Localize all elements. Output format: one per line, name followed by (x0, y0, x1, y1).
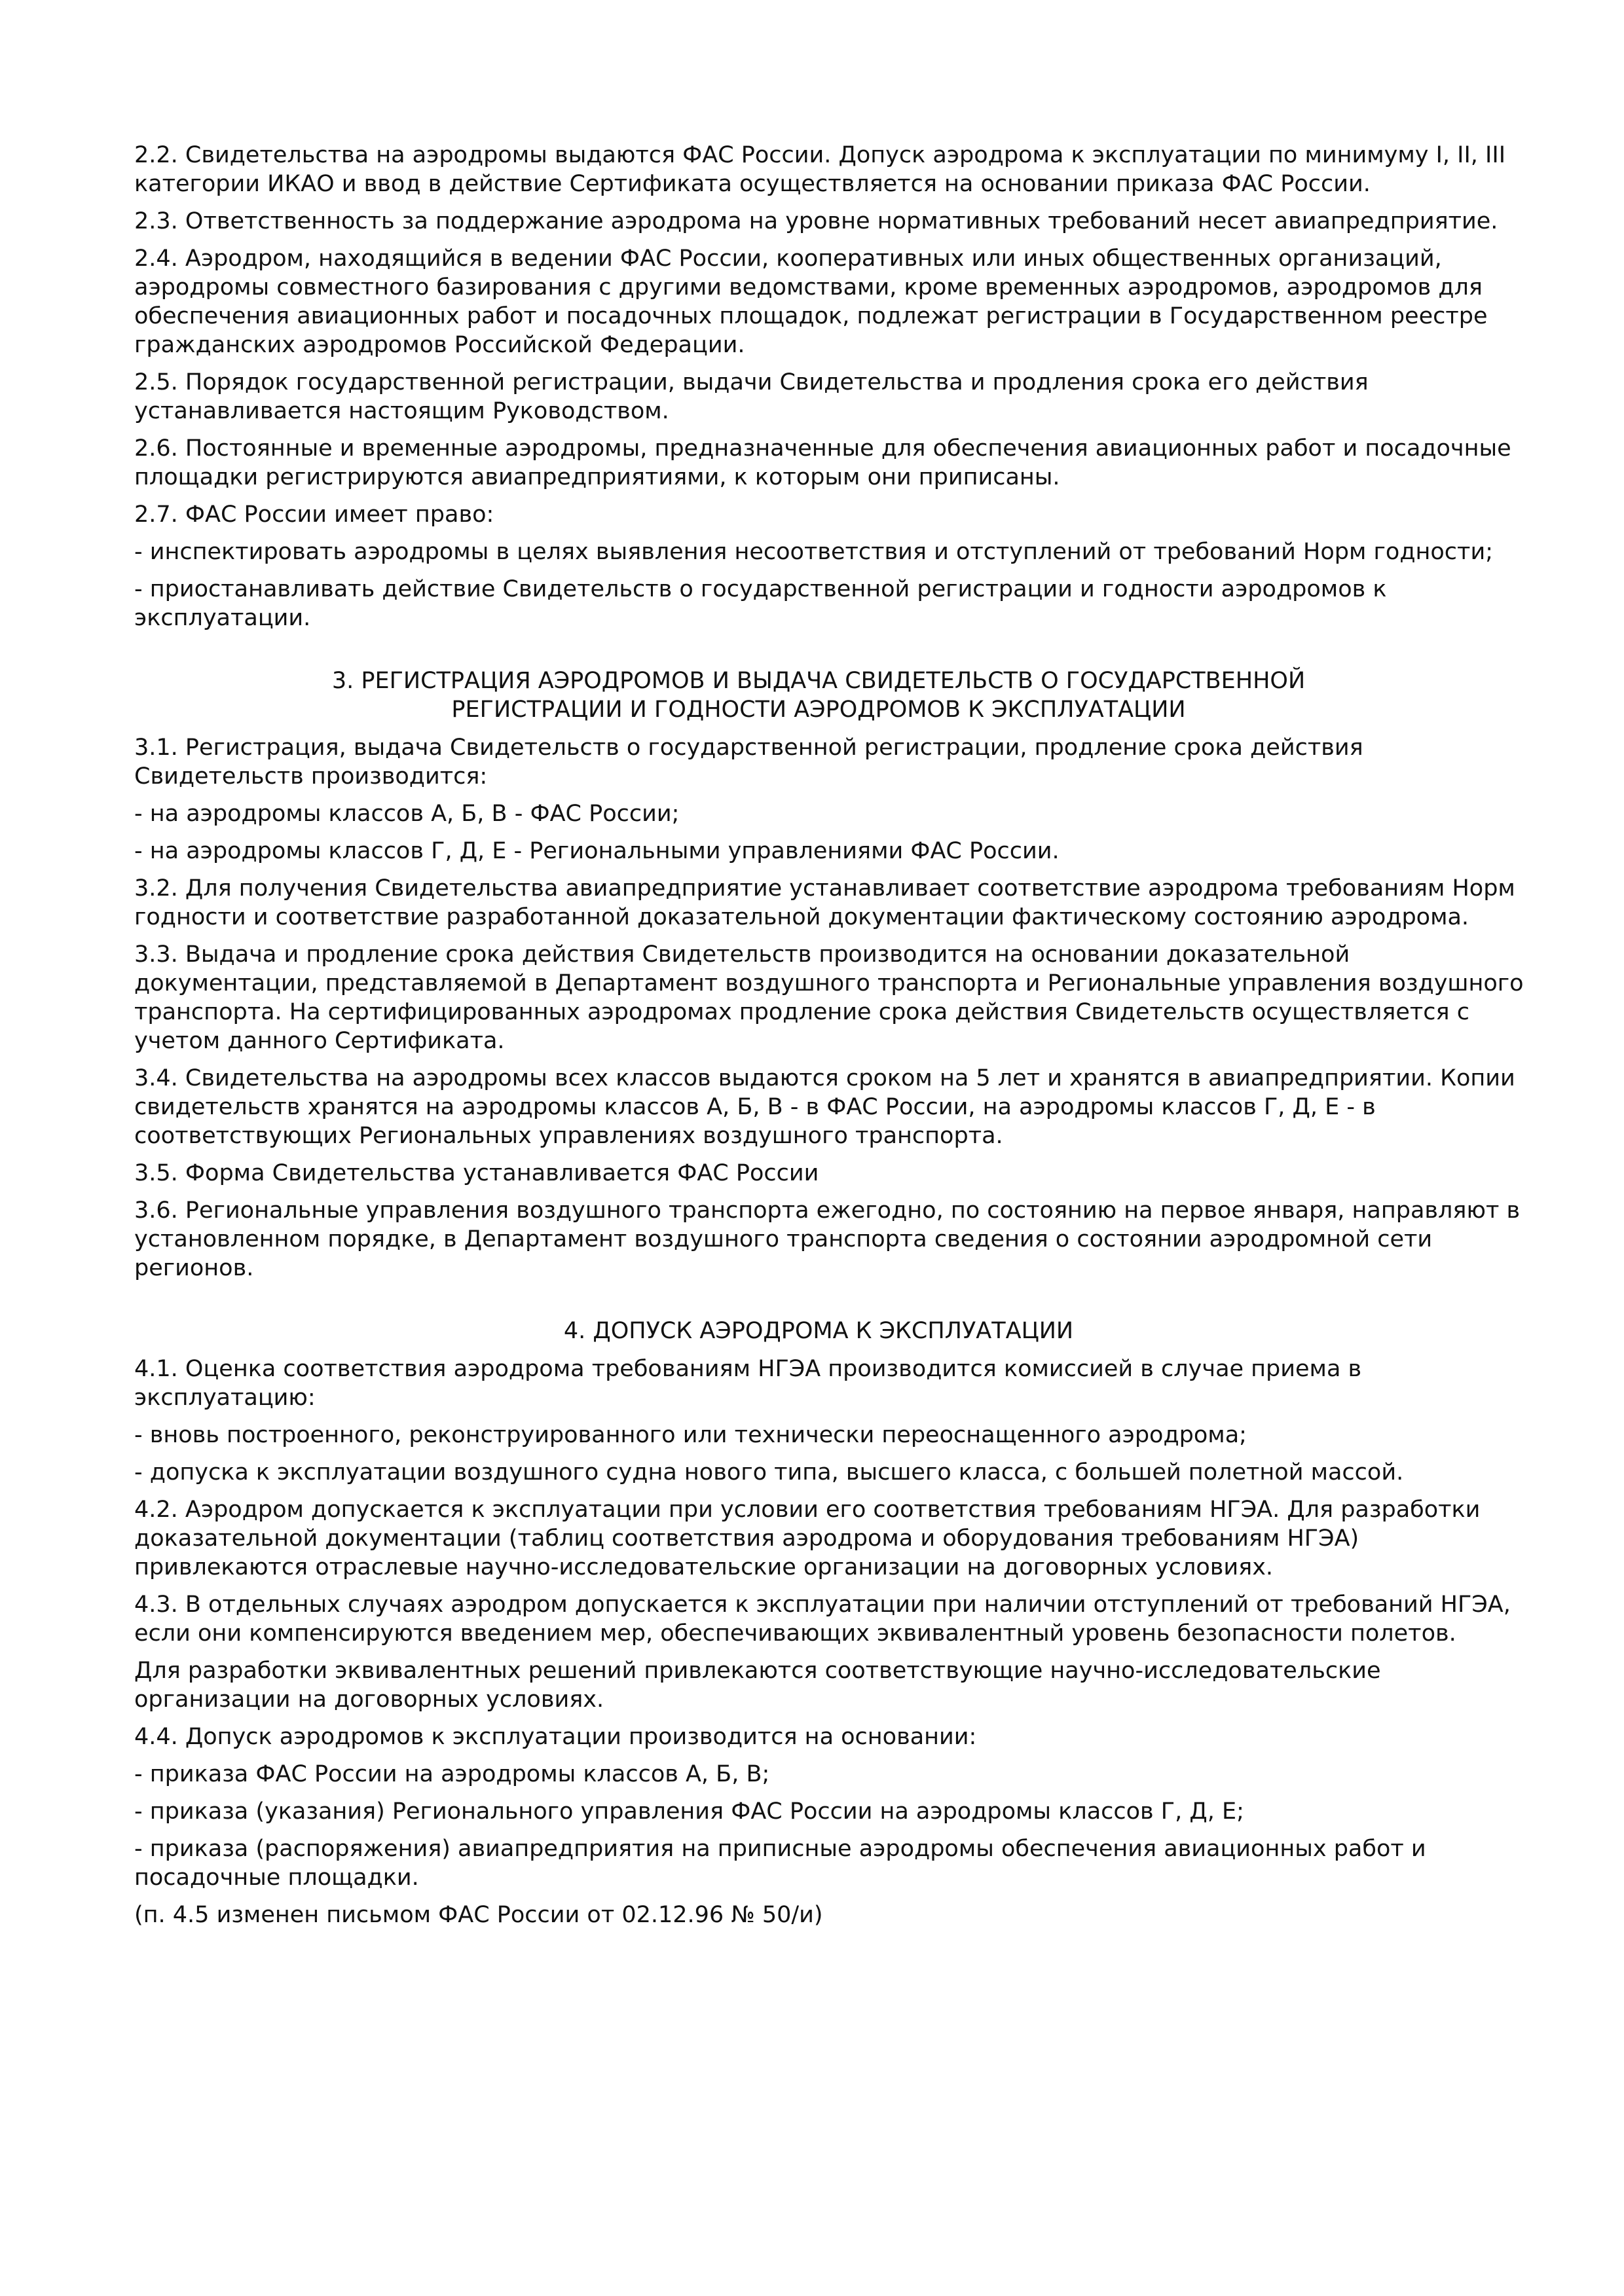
list-item-new-aircraft: - допуска к эксплуатации воздушного судна нового типа, высшего класса, с большей полетной массой. (134, 1459, 1404, 1485)
list-item-classes-abv: - на аэродромы классов А, Б, В - ФАС России; (134, 801, 680, 827)
list-item-order-enterprise: - приказа (распоряжения) авиапредприятия на приписные аэродромы обеспечения авиационных работ и посадочные площадки. (134, 1836, 1426, 1891)
paragraph-4-1: 4.1. Оценка соответствия аэродрома требованиям НГЭА производится комиссией в случае приема в эксплуатацию: (134, 1356, 1362, 1411)
paragraph-2-2: 2.2. Свидетельства на аэродромы выдаются ФАС России. Допуск аэродрома к эксплуатации по минимуму I, II, III категории ИКАО и ввод в действие Сертификата осуществляется на основании приказа ФАС России. (134, 142, 1506, 197)
amendment-note: (п. 4.5 изменен письмом ФАС России от 02.12.96 № 50/и) (134, 1902, 823, 1928)
section-4-title: 4. ДОПУСК АЭРОДРОМА К ЭКСПЛУАТАЦИИ (563, 1318, 1074, 1344)
list-item-inspect: - инспектировать аэродромы в целях выявления несоответствия и отступлений от требований Норм годности; (134, 539, 1493, 565)
paragraph-4-3: 4.3. В отдельных случаях аэродром допускается к эксплуатации при наличии отступлений от требований НГЭА, если они компенсируются введением мер, обеспечивающих эквивалентный уровень безопасности полетов. (134, 1592, 1511, 1647)
section-3-title-line1: 3. РЕГИСТРАЦИЯ АЭРОДРОМОВ И ВЫДАЧА СВИДЕТЕЛЬСТВ О ГОСУДАРСТВЕННОЙ (331, 668, 1306, 694)
paragraph-4-2: 4.2. Аэродром допускается к эксплуатации при условии его соответствия требованиям НГЭА. Для разработки доказательной документации (таблиц соответствия аэродрома и оборудования требованиям НГЭА) привлекаются отраслевые научно-исследовательские организации на договорных условиях. (134, 1497, 1481, 1580)
list-item-new-aerodrome: - вновь построенного, реконструированного или технически переоснащенного аэродрома; (134, 1422, 1247, 1448)
list-item-classes-gde: - на аэродромы классов Г, Д, Е - Региональными управлениями ФАС России. (134, 838, 1060, 864)
list-item-order-regional: - приказа (указания) Регионального управления ФАС России на аэродромы классов Г, Д, Е; (134, 1798, 1244, 1825)
paragraph-2-4: 2.4. Аэродром, находящийся в ведении ФАС России, кооперативных или иных общественных организаций, аэродромы совместного базирования с другими ведомствами, кроме временных аэродромов, аэродромов для обеспечения авиационных работ и посадочных площадок, подлежат регистрации в Государственном реестре гражданских аэродромов Российской Федерации. (134, 246, 1488, 358)
paragraph-3-5: 3.5. Форма Свидетельства устанавливается ФАС России (134, 1160, 819, 1186)
list-item-suspend: - приостанавливать действие Свидетельств о государственной регистрации и годности аэродромов к эксплуатации. (134, 576, 1387, 631)
paragraph-4-4: 4.4. Допуск аэродромов к эксплуатации производится на основании: (134, 1724, 977, 1750)
section-4-heading (134, 1317, 1526, 1345)
paragraph-3-6: 3.6. Региональные управления воздушного транспорта ежегодно, по состоянию на первое января, направляют в установленном порядке, в Департамент воздушного транспорта сведения о состоянии аэродромной сети регионов. (134, 1197, 1521, 1281)
section-3-title-line2: РЕГИСТРАЦИИ И ГОДНОСТИ АЭРОДРОМОВ К ЭКСПЛУАТАЦИИ (451, 697, 1186, 723)
paragraph-2-7: 2.7. ФАС России имеет право: (134, 501, 494, 528)
paragraph-2-3: 2.3. Ответственность за поддержание аэродрома на уровне нормативных требований несет авиапредприятие. (134, 208, 1498, 234)
section-3-heading (134, 666, 1526, 724)
paragraph-3-2: 3.2. Для получения Свидетельства авиапредприятие устанавливает соответствие аэродрома требованиям Норм годности и соответствие разработанной доказательной документации фактическому состоянию аэродрома. (134, 875, 1515, 930)
paragraph-2-6: 2.6. Постоянные и временные аэродромы, предназначенные для обеспечения авиационных работ и посадочные площадки регистрируются авиапредприятиями, к которым они приписаны. (134, 435, 1511, 490)
paragraph-3-4: 3.4. Свидетельства на аэродромы всех классов выдаются сроком на 5 лет и хранятся в авиапредприятии. Копии свидетельств хранятся на аэродромы классов А, Б, В - в ФАС России, на аэродромы классов Г, Д, Е - в соответствующих Региональных управлениях воздушного транспорта. (134, 1065, 1515, 1149)
paragraph-3-3: 3.3. Выдача и продление срока действия Свидетельств производится на основании доказательной документации, представляемой в Департамент воздушного транспорта и Региональные управления воздушного транспорта. На сертифицированных аэродромах продление срока действия Свидетельств осуществляется с учетом данного Сертификата. (134, 941, 1524, 1054)
paragraph-3-1: 3.1. Регистрация, выдача Свидетельств о государственной регистрации, продление срока действия Свидетельств производится: (134, 735, 1363, 790)
list-item-order-fas: - приказа ФАС России на аэродромы классов А, Б, В; (134, 1761, 770, 1787)
paragraph-equivalent-solutions: Для разработки эквивалентных решений привлекаются соответствующие научно-исследовательские организации на договорных условиях. (134, 1658, 1381, 1713)
paragraph-2-5: 2.5. Порядок государственной регистрации, выдачи Свидетельства и продления срока его действия устанавливается настоящим Руководством. (134, 369, 1369, 424)
